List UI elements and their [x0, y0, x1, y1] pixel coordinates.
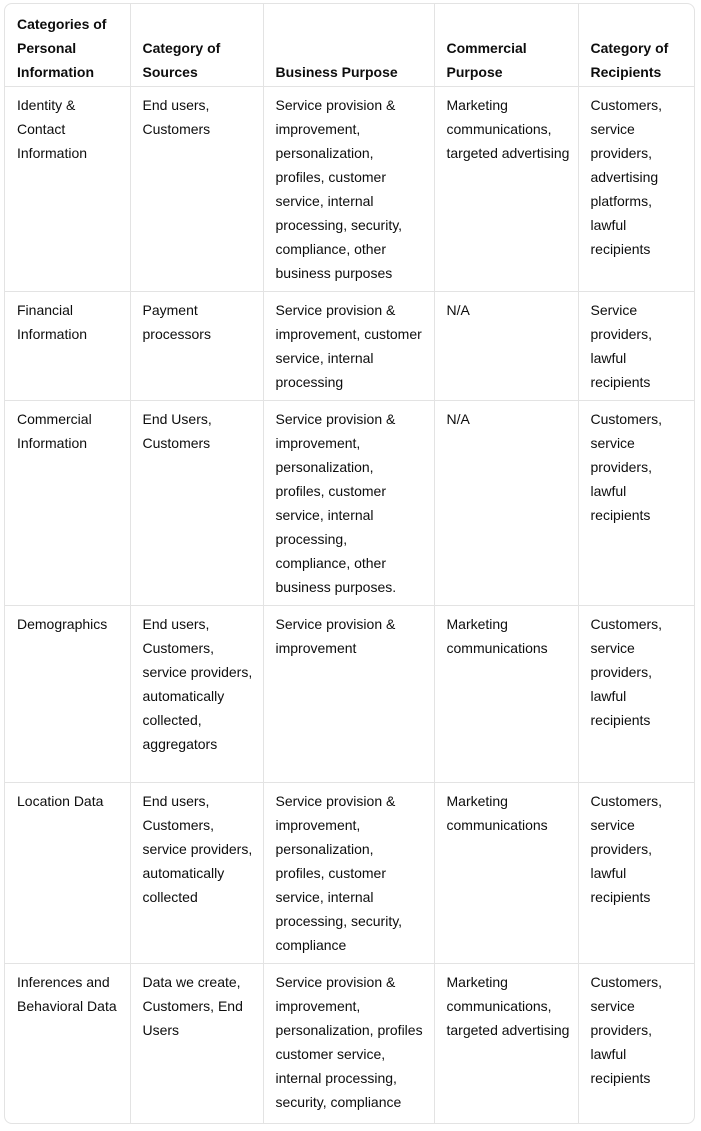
cell-category: Demographics: [5, 606, 130, 783]
cell-category: Location Data: [5, 783, 130, 964]
table-row: [5, 87, 695, 292]
cell-business-purpose: Service provision & improvement, personalization, profiles, customer service, internal processing, security, compliance, other business purposes: [263, 87, 434, 292]
cell-business-purpose: Service provision & improvement, customer service, internal processing: [263, 292, 434, 401]
cell-sources: Payment processors: [130, 292, 263, 401]
cell-category: Commercial Information: [5, 401, 130, 606]
cell-category: Inferences and Behavioral Data: [5, 964, 130, 1125]
cell-recipients: Customers, service providers, lawful recipients: [578, 401, 695, 606]
personal-information-table: [5, 4, 695, 1124]
cell-business-purpose: Service provision & improvement, personalization, profiles customer service, internal processing, security, compliance: [263, 964, 434, 1125]
table-row: [5, 401, 695, 606]
cell-recipients: Customers, service providers, lawful recipients: [578, 606, 695, 783]
header-business-purpose: Business Purpose: [263, 4, 434, 87]
table-header-row: [5, 4, 695, 87]
cell-sources: End users, Customers: [130, 87, 263, 292]
cell-business-purpose: Service provision & improvement: [263, 606, 434, 783]
cell-commercial-purpose: Marketing communications, targeted advertising: [434, 964, 578, 1125]
cell-recipients: Customers, service providers, lawful recipients: [578, 783, 695, 964]
cell-category: Identity & Contact Information: [5, 87, 130, 292]
cell-commercial-purpose: N/A: [434, 292, 578, 401]
cell-business-purpose: Service provision & improvement, personalization, profiles, customer service, internal processing, security, compliance: [263, 783, 434, 964]
cell-commercial-purpose: Marketing communications, targeted advertising: [434, 87, 578, 292]
table-row: [5, 964, 695, 1125]
cell-sources: End users, Customers, service providers, automatically collected, aggregators: [130, 606, 263, 783]
cell-commercial-purpose: N/A: [434, 401, 578, 606]
cell-category: Financial Information: [5, 292, 130, 401]
cell-recipients: Customers, service providers, advertising platforms, lawful recipients: [578, 87, 695, 292]
cell-commercial-purpose: Marketing communications: [434, 783, 578, 964]
table-row: [5, 783, 695, 964]
data-table-container: [4, 3, 695, 1124]
header-commercial-purpose: Commercial Purpose: [434, 4, 578, 87]
cell-sources: End users, Customers, service providers, automatically collected: [130, 783, 263, 964]
cell-commercial-purpose: Marketing communications: [434, 606, 578, 783]
cell-recipients: Customers, service providers, lawful recipients: [590, 974, 663, 1086]
table-row: [5, 292, 695, 401]
cell-sources: Data we create, Customers, End Users: [130, 964, 263, 1125]
header-sources: Category of Sources: [130, 4, 263, 87]
cell-recipients: Service providers, lawful recipients: [578, 292, 695, 401]
cell-business-purpose: Service provision & improvement, personalization, profiles, customer service, internal processing, compliance, other business purposes.: [263, 401, 434, 606]
cell-sources: End Users, Customers: [130, 401, 263, 606]
table-row: [5, 606, 695, 783]
header-recipients: Category of Recipients: [578, 4, 695, 87]
header-categories: Categories of Personal Information: [5, 4, 130, 87]
